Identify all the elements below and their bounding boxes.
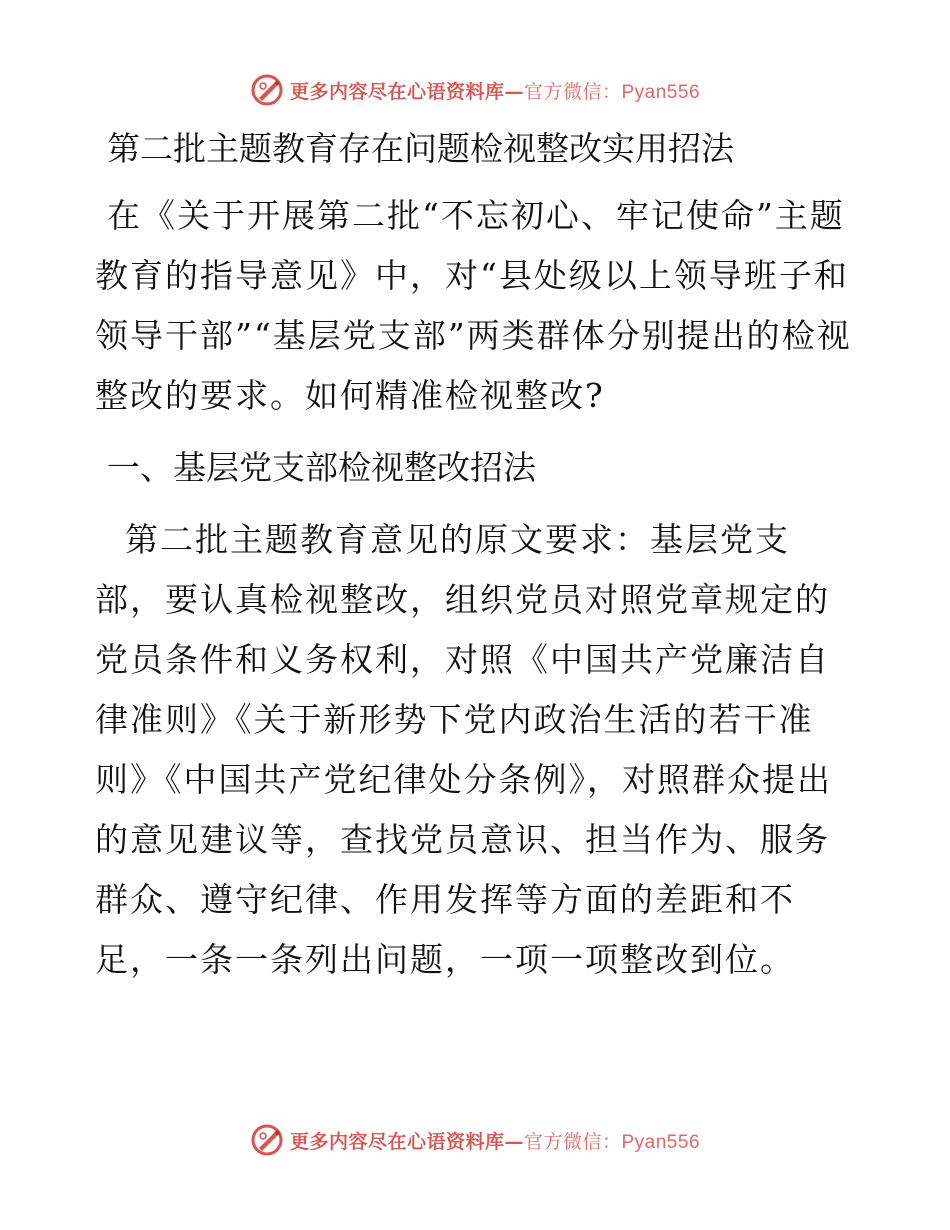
banner-inner [250,73,700,107]
footer-banner-text [290,1127,700,1154]
banner-text [290,77,700,104]
banner-wechat-id: Pyan556 [621,81,701,103]
pen-logo-icon [250,73,284,107]
document-title: 第二批主题教育存在问题检视整改实用招法 [107,129,734,168]
section-paragraph: 第二批主题教育意见的原文要求：基层党支部，要认真检视整改，组织党员对照党章规定的党员条件和义务权利，对照《中国共产党廉洁自律准则》《关于新形势下党内政治生活的若干准则》《中国共产党纪律处分条例》，对照群众提出的意见建议等，查找党员意识、担当作为、服务群众、遵守纪律、作用发挥等方面的差距和不足，一条一条列出问题，一项一项整改到位。 [95,520,832,979]
footer-wechat-id: Pyan556 [621,1131,701,1153]
banner-wechat-label: 官方微信： [523,80,622,103]
header-banner [0,70,950,110]
document-body [95,120,855,1002]
section-heading: 一、基层党支部检视整改招法 [107,448,536,487]
banner-slogan: 更多内容尽在心语资料库— [289,80,524,103]
footer-banner-inner [250,1123,700,1157]
footer-banner [0,1120,950,1160]
pen-logo-icon [250,1123,284,1157]
intro-paragraph: 在《关于开展第二批“不忘初心、牢记使命”主题教育的指导意见》中，对“县处级以上领导班子和领导干部”“基层党支部”两类群体分别提出的检视整改的要求。如何精准检视整改? [95,196,852,415]
footer-wechat-label: 官方微信： [523,1130,622,1153]
footer-banner-slogan: 更多内容尽在心语资料库— [289,1130,524,1153]
